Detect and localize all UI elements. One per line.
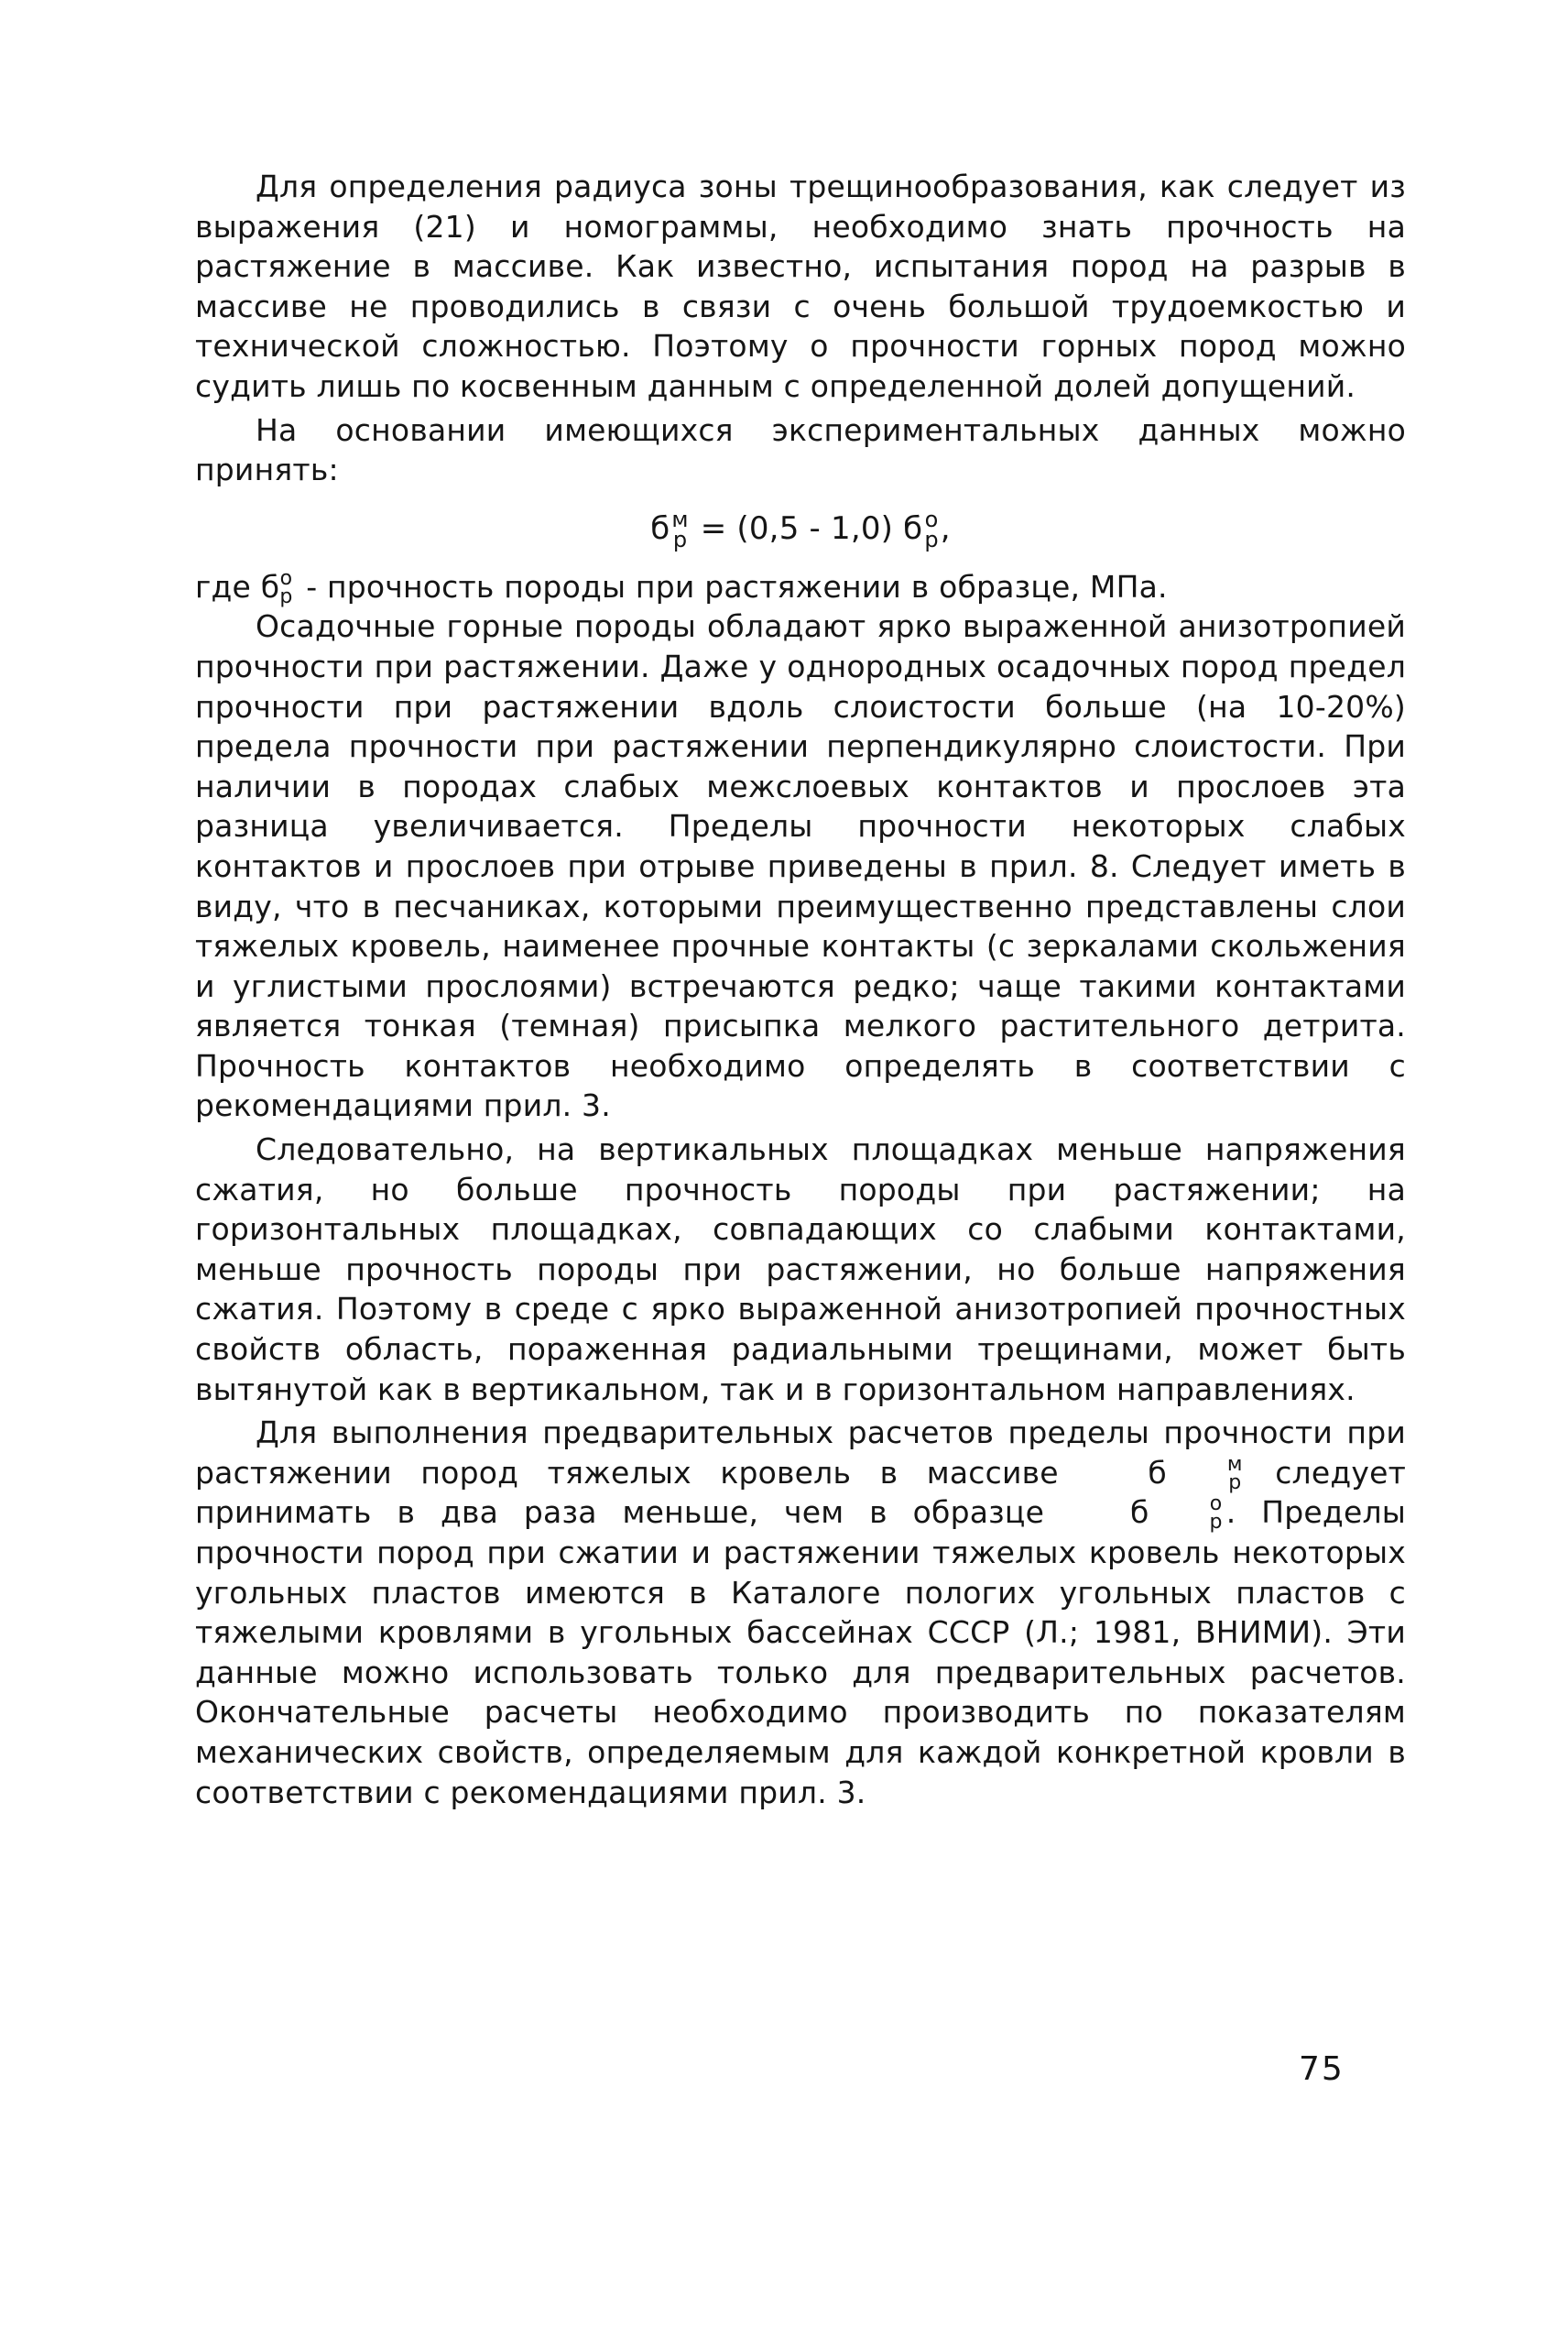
paragraph-consequently: Следовательно, на вертикальных площадках меньше напряжения сжатия, но больше прочность породы при растяжении; на горизонтальных площадках, совпадающих со слабыми контактами, меньше прочность породы при растяжении, но больше напряжения сжатия. Поэтому в среде с ярко выраженной анизотропией прочностных свойств область, пораженная радиальными трещинами, может быть вытянутой как в вертикальном, так и в горизонтальном направлениях. (195, 1131, 1406, 1407)
sigma-symbol: б (1148, 1454, 1167, 1491)
p5-sym1-sub: р (1228, 1470, 1242, 1494)
p5-sym2-sub: р (1209, 1511, 1223, 1535)
p5-part-b: следует принимать в два раза меньше, чем в образце (195, 1454, 1406, 1531)
formula-indices-right (924, 507, 939, 553)
sigma-symbol: б (903, 509, 923, 547)
formula-sup-right: о (924, 507, 939, 533)
sigma-symbol: б (650, 509, 670, 547)
p5-sym2-sup: о (1209, 1492, 1223, 1516)
p5-part-a: Для выполнения предварительных расчетов пределы прочности при растяжении пород тяжелых кровель в массиве (195, 1415, 1406, 1491)
where-sup: о (279, 566, 293, 590)
p5-sym1-sup: м (1226, 1452, 1243, 1476)
body-text (195, 167, 1406, 1812)
formula-sup-left: м (671, 507, 689, 533)
paragraph-crack-zone: Для определения радиуса зоны трещинообразования, как следует из выражения (21) и номограммы, необходимо знать прочность на растяжение в массиве. Как известно, испытания пород на разрыв в массиве не проводились в связи с очень большой трудоемкостью и технической сложностью. Поэтому о прочности горных пород можно судить лишь по косвенным данным с определенной долей допущений. (195, 169, 1406, 404)
paragraph-experimental-data: На основании имеющихся экспериментальных данных можно принять: (195, 411, 1406, 488)
paragraph-preliminary-calculations (195, 1413, 1406, 1812)
where-sub: р (279, 584, 293, 608)
formula-middle: = (0,5 - 1,0) (690, 509, 904, 547)
formula-indices-left (671, 507, 689, 553)
formula-sub-left: р (672, 527, 688, 553)
sigma-symbol: б (1129, 1494, 1149, 1531)
sigma-symbol: б (260, 568, 280, 605)
page-number: 75 (1299, 2050, 1345, 2088)
p5-sym2-indices (1149, 1492, 1223, 1535)
formula-sub-right: р (924, 527, 939, 553)
paragraph-where (195, 567, 1406, 607)
where-prefix: где (195, 568, 252, 605)
p5-sym1-indices (1167, 1452, 1243, 1494)
p5-part-c: . Пределы прочности пород при сжатии и растяжении тяжелых кровель некоторых угольных пластов имеются в Каталоге пологих угольных пластов с тяжелыми кровлями в угольных бассейнах СССР (Л.; 1981, ВНИМИ). Эти данные можно использовать только для предварительных расчетов. Окончательные расчеты необходимо производить по показателям механических свойств, определяемым для каждой конкретной кровли в соответствии с рекомендациями прил. 3. (195, 1494, 1406, 1810)
where-indices (279, 566, 293, 608)
formula-end: , (940, 509, 951, 547)
where-text: - прочность породы при растяжении в образце, МПа. (296, 568, 1168, 605)
formula-tensile-strength (195, 496, 1406, 562)
paragraph-anisotropy: Осадочные горные породы обладают ярко выраженной анизотропией прочности при растяжении. Даже у однородных осадочных пород предел прочности при растяжении вдоль слоистости больше (на 10-20%) предела прочности при растяжении перпендикулярно слоистости. При наличии в породах слабых межслоевых контактов и прослоев эта разница увеличивается. Пределы прочности некоторых слабых контактов и прослоев при отрыве приведены в прил. 8. Следует иметь в виду, что в песчаниках, которыми преимущественно представлены слои тяжелых кровель, наименее прочные контакты (с зеркалами скольжения и углистыми прослоями) встречаются редко; чаще такими контактами является тонкая (темная) присыпка мелкого растительного детрита. Прочность контактов необходимо определять в соответствии с рекомендациями прил. 3. (195, 608, 1406, 1124)
